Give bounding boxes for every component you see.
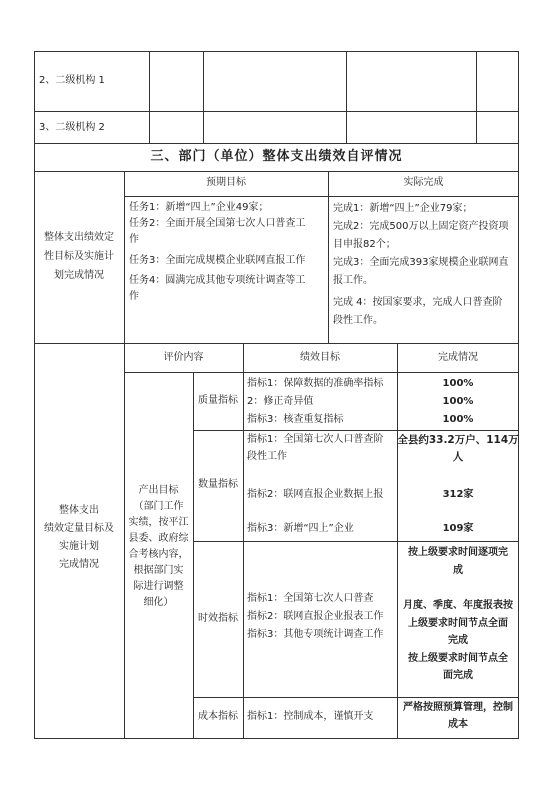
planned-goal-item: 作 xyxy=(129,234,139,245)
header-performance-target: 绩效目标 xyxy=(300,352,340,363)
planned-goal-item: 任务1：新增“四上”企业49家； xyxy=(129,202,269,213)
part1-row-label xyxy=(34,228,124,285)
header-completion-status: 完成情况 xyxy=(438,352,478,363)
output-label-line: 根据部门实 xyxy=(133,565,184,576)
header-actual: 实际完成 xyxy=(403,177,444,188)
cost-indicator-label: 成本指标 xyxy=(198,711,238,722)
planned-goal-item: 任务3：全面完成规模企业联网直报工作 xyxy=(129,255,306,266)
part2-row-label-line: 整体支出 xyxy=(59,505,99,516)
timeliness-status-line: 完成 xyxy=(448,635,468,646)
actual-result-item: 目申报82个； xyxy=(333,239,396,250)
timeliness-status-line: 按上级要求时间逐项完 xyxy=(408,547,508,558)
output-label-line: 产出目标 xyxy=(138,485,179,496)
quality-target-line: 指标1：保障数据的准确率指标 xyxy=(247,378,384,389)
header-eval-content: 评价内容 xyxy=(163,352,204,363)
quality-indicator-label: 质量指标 xyxy=(198,395,238,406)
quantity-indicator-label: 数量指标 xyxy=(198,479,238,490)
cost-status xyxy=(397,699,519,733)
quality-target-line: 2：修正奇异值 xyxy=(247,396,314,407)
quality-status xyxy=(397,375,519,429)
output-label-line: 县委、政府综 xyxy=(128,533,189,544)
quantity-target-line: 指标2：联网直报企业数据上报 xyxy=(247,489,384,500)
part2-row-label-line: 实施计划 xyxy=(59,541,99,552)
output-label-line: 际进行调整 xyxy=(133,581,184,592)
actual-result-item: 完成2：完成500万以上固定资产投资项 xyxy=(333,221,509,232)
output-target-label xyxy=(124,483,193,611)
quantity-target-line: 段性工作 xyxy=(247,451,287,462)
output-label-line: 合考核内容， xyxy=(128,549,189,560)
quantity-status-line: 全县约33.2万户、114万 xyxy=(397,434,519,446)
quantity-target-line: 指标3：新增“四上”企业 xyxy=(247,523,354,534)
section-title: 三、部门（单位）整体支出绩效自评情况 xyxy=(150,149,403,164)
planned-goal-item: 任务4：圆满完成其他专项统计调查等工 xyxy=(129,275,306,286)
actual-results xyxy=(333,200,508,330)
output-label-line: 实绩，按平江 xyxy=(128,517,189,528)
quantity-target-line: 指标1：全国第七次人口普查阶 xyxy=(247,434,384,445)
timeliness-indicator-label: 时效指标 xyxy=(198,613,238,624)
part1-row-label-line: 划完成情况 xyxy=(54,270,104,281)
quality-status-line: 100% xyxy=(442,396,474,407)
actual-result-item: 完成3：全面完成393家规模企业联网直 xyxy=(333,257,509,268)
planned-goals xyxy=(129,200,305,305)
output-label-line: 细化） xyxy=(143,597,174,608)
quantity-status-line: 312家 xyxy=(442,489,474,500)
quality-status-line: 100% xyxy=(442,378,474,389)
actual-result-item: 完成 4：按国家要求，完成人口普查阶 xyxy=(333,297,503,308)
timeliness-status xyxy=(397,544,519,685)
timeliness-status-line: 按上级要求时间节点全 xyxy=(408,652,508,664)
part2-row-label-line: 绩效定量目标及 xyxy=(44,523,114,534)
planned-goal-item: 任务2：全面开展全国第七次人口普查工 xyxy=(129,218,306,229)
part1-row-label-line: 整体支出绩效定 xyxy=(44,232,114,243)
timeliness-status-line: 上级要求时间节点全面 xyxy=(408,617,508,629)
part1-row-label-line: 性目标及实施计 xyxy=(44,251,114,262)
part2-row-label xyxy=(34,502,124,574)
actual-result-item: 报工作。 xyxy=(333,275,373,286)
quality-targets xyxy=(247,375,383,429)
timeliness-status-line: 面完成 xyxy=(443,670,473,681)
cost-target-line: 指标1：控制成本，谨慎开支 xyxy=(247,711,374,722)
timeliness-status-line: 成 xyxy=(453,564,463,576)
quality-target-line: 指标3：核查重复指标 xyxy=(247,414,344,425)
cost-status-line: 严格按照预算管理，控制 xyxy=(403,702,513,713)
quantity-status-line: 109家 xyxy=(442,523,474,534)
actual-result-item: 段性工作。 xyxy=(333,315,383,326)
timeliness-targets xyxy=(247,590,383,644)
org-row-label: 3、二级机构 2 xyxy=(39,122,105,133)
quantity-status-line: 人 xyxy=(452,451,464,463)
timeliness-target-line: 指标2：联网直报企业报表工作 xyxy=(247,611,384,622)
header-planned: 预期目标 xyxy=(206,177,246,188)
actual-result-item: 完成1：新增“四上”企业79家； xyxy=(333,203,473,214)
output-label-line: （部门工作 xyxy=(133,501,184,512)
timeliness-target-line: 指标3：其他专项统计调查工作 xyxy=(247,629,384,640)
planned-goal-item: 作 xyxy=(129,291,139,302)
timeliness-target-line: 指标1：全国第七次人口普查 xyxy=(247,593,374,604)
org-row-label: 2、二级机构 1 xyxy=(39,75,105,86)
timeliness-status-line: 月度、季度、年度报表按 xyxy=(403,600,513,611)
cost-status-line: 成本 xyxy=(448,719,468,730)
part2-row-label-line: 完成情况 xyxy=(59,559,99,570)
quality-status-line: 100% xyxy=(442,414,474,425)
